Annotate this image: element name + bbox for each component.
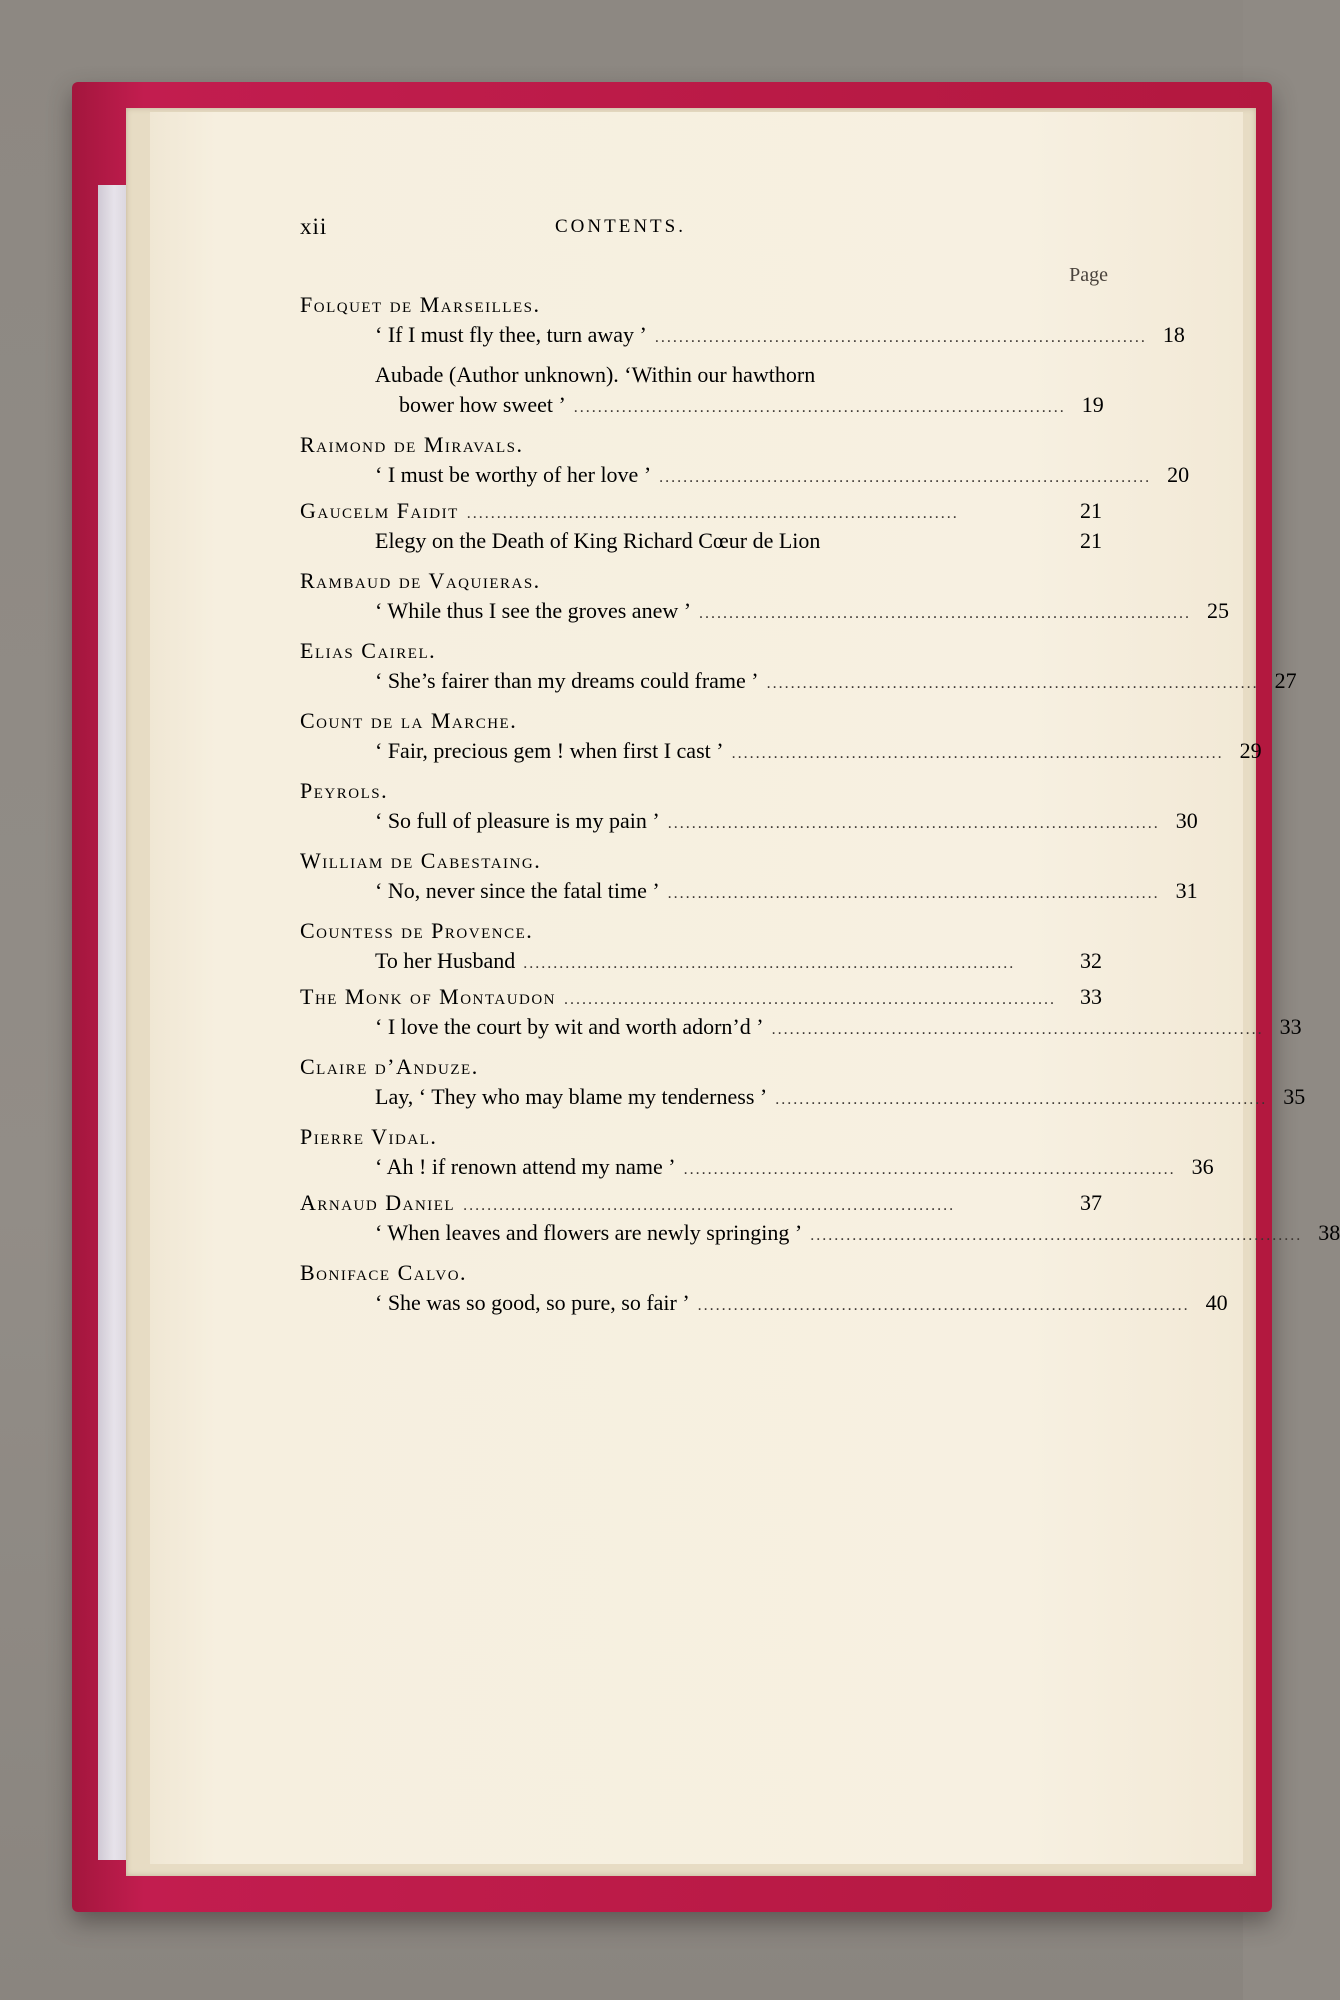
toc-page-number: 40 [1205,1290,1228,1315]
leader-dots: .................................................................................. [466,505,959,522]
leader-dots: .................................................................................. [766,675,1259,692]
leader-dots: .................................................................................. [771,1021,1264,1038]
toc-entry-title: ‘ She’s fairer than my dreams could frame ’ [375,668,759,693]
toc-page-number: 35 [1283,1084,1306,1109]
toc-author: Pierre Vidal. [300,1124,438,1149]
toc-entry-row [300,320,1185,350]
toc-author-row [300,1052,1102,1082]
running-head [300,214,1100,254]
leader-dots: .................................................................................. [667,815,1160,832]
toc-page-number: 31 [1175,878,1198,903]
toc-entry-row [300,596,1230,626]
toc-page-number: 21 [1080,528,1102,553]
toc-entry-row [300,460,1190,490]
leader-dots: .................................................................................. [654,329,1147,346]
folio-number: xii [300,214,328,239]
leader-dots: .................................................................................. [775,1091,1268,1108]
toc-author-row [300,430,1102,460]
toc-author: Arnaud Daniel [300,1190,456,1215]
table-of-contents [300,290,1340,1318]
toc-page-number: 30 [1175,808,1198,833]
leader-dots: .................................................................................. [697,1297,1190,1314]
leader-dots: .................................................................................. [573,399,1066,416]
leader-dots: .................................................................................. [667,885,1160,902]
toc-author-row [300,566,1102,596]
toc-author: Boniface Calvo. [300,1260,468,1285]
toc-page-number: 18 [1162,322,1185,347]
toc-entry-row [300,1152,1214,1182]
toc-page-number: 29 [1239,738,1262,763]
toc-page-number: 21 [1080,498,1102,523]
toc-page-number: 37 [1080,1190,1102,1215]
toc-author-row [300,776,1102,806]
page-column-label: Page [1069,264,1108,286]
toc-entry-title: Aubade (Author unknown). ‘Within our hawthorn [375,362,816,387]
leader-dots: .................................................................................. [463,1197,956,1214]
toc-entry-row [300,666,1297,696]
toc-entry-title: ‘ She was so good, so pure, so fair ’ [375,1290,690,1315]
toc-entry-row [300,946,1102,976]
toc-entry-title: ‘ If I must fly thee, turn away ’ [375,322,647,347]
toc-entry-title: ‘ Ah ! if renown attend my name ’ [375,1154,676,1179]
toc-entry-title-continued: bower how sweet ’ [399,392,566,417]
toc-page-number: 19 [1081,392,1104,417]
toc-author: Claire d’Anduze. [300,1054,479,1079]
toc-author: William de Cabestaing. [300,848,542,873]
toc-author-row [300,496,1102,526]
toc-entry-continuation [300,390,1102,420]
toc-entry-row [300,1218,1340,1248]
toc-author-row [300,1122,1102,1152]
toc-author-row [300,290,1102,320]
toc-author-row [300,706,1102,736]
toc-entry-title: ‘ Fair, precious gem ! when first I cast ’ [375,738,724,763]
toc-entry-row [300,360,1102,390]
toc-page-number: 36 [1191,1154,1214,1179]
toc-entry-title: ‘ So full of pleasure is my pain ’ [375,808,660,833]
toc-entry-title: ‘ I love the court by wit and worth adorn’d ’ [375,1014,764,1039]
toc-page-number: 32 [1080,948,1102,973]
toc-entry-row [300,736,1262,766]
leader-dots: .................................................................................. [699,605,1192,622]
toc-entry-row [300,806,1198,836]
toc-page-number: 38 [1318,1220,1340,1245]
leader-dots: .................................................................................. [731,745,1224,762]
toc-author-row [300,1188,1102,1218]
toc-page-number: 20 [1167,462,1190,487]
toc-author: The Monk of Montaudon [300,984,557,1009]
toc-entry-row [300,1288,1228,1318]
toc-author: Peyrols. [300,778,389,803]
toc-entry-title: ‘ When leaves and flowers are newly springing ’ [375,1220,803,1245]
toc-author: Elias Cairel. [300,638,437,663]
toc-author-row [300,1258,1102,1288]
toc-page-number: 25 [1207,598,1230,623]
toc-entry-title: Elegy on the Death of King Richard Cœur de Lion [375,528,821,553]
toc-entry-title: ‘ While thus I see the groves anew ’ [375,598,692,623]
toc-page-number: 33 [1279,1014,1302,1039]
toc-page-number: 33 [1080,984,1102,1009]
toc-author: Rambaud de Vaquieras. [300,568,541,593]
toc-entry-title: ‘ I must be worthy of her love ’ [375,462,652,487]
running-title: CONTENTS. [555,216,686,237]
toc-author-row [300,982,1102,1012]
leader-dots: .................................................................................. [523,955,1016,972]
toc-page-number: 27 [1274,668,1297,693]
toc-author: Count de la Marche. [300,708,518,733]
leader-dots: .................................................................................. [564,991,1057,1008]
toc-author: Countess de Provence. [300,918,534,943]
toc-entry-title: Lay, ‘ They who may blame my tenderness ’ [375,1084,768,1109]
toc-author-row [300,846,1102,876]
toc-entry-title: To her Husband [375,948,516,973]
toc-author: Raimond de Miravals. [300,432,524,457]
toc-entry-row [300,1082,1306,1112]
toc-author-row [300,636,1102,666]
toc-author: Folquet de Marseilles. [300,292,541,317]
leader-dots: .................................................................................. [659,469,1152,486]
toc-entry-title: ‘ No, never since the fatal time ’ [375,878,660,903]
toc-author-row [300,916,1102,946]
leader-dots: .................................................................................. [683,1161,1176,1178]
toc-author: Gaucelm Faidit [300,498,459,523]
leader-dots: .................................................................................. [810,1227,1303,1244]
toc-entry-row [300,876,1198,906]
toc-entry-row [300,1012,1302,1042]
toc-entry-row [300,526,1102,556]
